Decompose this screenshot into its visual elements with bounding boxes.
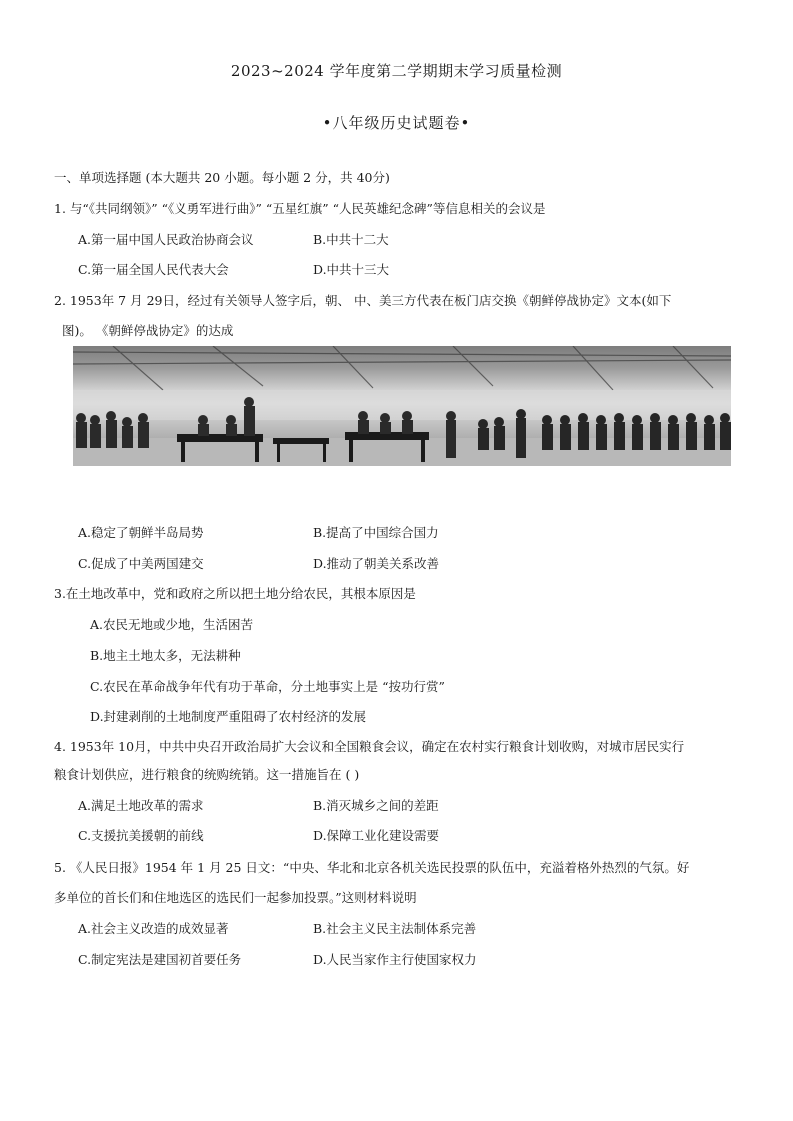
exam-title: 2023~2024 学年度第二学期期末学习质量检测 bbox=[230, 62, 563, 80]
question-4-option-a: A.满足土地改革的需求 bbox=[78, 798, 204, 813]
question-5-stem-line1: 5. 《人民日报》1954 年 1 月 25 日文：“中央、华北和北京各机关选民投票的队伍中，充溢着格外热烈的气氛。好 bbox=[54, 860, 690, 875]
question-2-option-a: A.稳定了朝鲜半岛局势 bbox=[78, 525, 204, 540]
question-5-stem-line2: 多单位的首长们和住地选区的选民们一起参加投票。”这则材料说明 bbox=[54, 890, 417, 905]
question-5-option-c: C.制定宪法是建国初首要任务 bbox=[78, 952, 242, 967]
question-2-option-c: C.促成了中美两国建交 bbox=[78, 556, 204, 571]
question-1-option-c: C.第一届全国人民代表大会 bbox=[78, 262, 229, 277]
question-1-option-a: A.第一届中国人民政治协商会议 bbox=[78, 232, 254, 247]
question-3-option-a: A.农民无地或少地，生活困苦 bbox=[90, 617, 254, 632]
question-4-option-b: B.消灭城乡之间的差距 bbox=[313, 798, 439, 813]
question-1-option-b: B.中共十二大 bbox=[313, 232, 389, 247]
question-4-option-c: C.支援抗美援朝的前线 bbox=[78, 828, 204, 843]
section-heading: 一、单项选择题 (本大题共 20 小题。每小题 2 分，共 40分) bbox=[54, 170, 390, 185]
question-4-stem-line2: 粮食计划供应，进行粮食的统购统销。这一措施旨在 ( ) bbox=[54, 767, 360, 782]
question-3-stem: 3.在土地改革中，党和政府之所以把土地分给农民，其根本原因是 bbox=[54, 586, 416, 601]
question-3-option-c: C.农民在革命战争年代有功于革命，分土地事实上是 “按功行赏” bbox=[90, 679, 445, 694]
armistice-photo bbox=[73, 346, 731, 466]
question-3-option-d: D.封建剥削的土地制度严重阻碍了农村经济的发展 bbox=[90, 709, 367, 724]
question-2-option-d: D.推动了朝美关系改善 bbox=[313, 556, 440, 571]
armistice-photo-illustration bbox=[73, 346, 731, 466]
question-1-option-d: D.中共十三大 bbox=[313, 262, 390, 277]
question-5-option-d: D.人民当家作主行使国家权力 bbox=[313, 952, 477, 967]
question-2-option-b: B.提高了中国综合国力 bbox=[313, 525, 439, 540]
question-4-option-d: D.保障工业化建设需要 bbox=[313, 828, 440, 843]
question-5-option-b: B.社会主义民主法制体系完善 bbox=[313, 921, 477, 936]
question-2-stem-line2: 图)。 《朝鲜停战协定》的达成 bbox=[62, 323, 234, 338]
question-3-option-b: B.地主土地太多，无法耕种 bbox=[90, 648, 241, 663]
exam-subtitle: •八年级历史试题卷• bbox=[322, 114, 471, 132]
question-4-stem-line1: 4. 1953年 10月，中共中央召开政治局扩大会议和全国粮食会议，确定在农村实行粮食计划收购，对城市居民实行 bbox=[54, 739, 685, 754]
question-1-stem: 1. 与“《共同纲领》” “《义勇军进行曲》” “五星红旗” “人民英雄纪念碑”等信息相关的会议是 bbox=[54, 201, 546, 216]
question-5-option-a: A.社会主义改造的成效显著 bbox=[78, 921, 229, 936]
question-2-stem-line1: 2. 1953年 7 月 29日，经过有关领导人签字后，朝、 中、美三方代表在板门店交换《朝鲜停战协定》文本(如下 bbox=[54, 293, 672, 308]
